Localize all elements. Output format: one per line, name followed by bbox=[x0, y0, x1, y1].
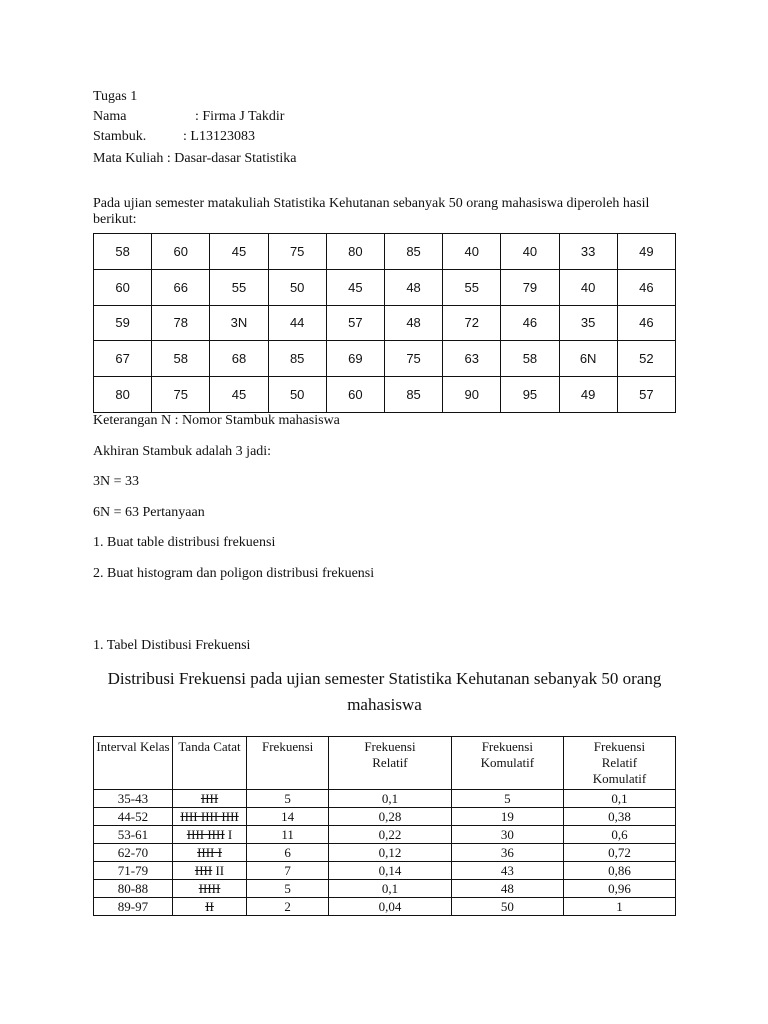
score-cell: 69 bbox=[326, 341, 384, 377]
score-cell: 60 bbox=[326, 377, 384, 413]
frequency-row bbox=[94, 898, 676, 916]
score-cell: 50 bbox=[268, 269, 326, 305]
header-tanda-catat: Tanda Catat bbox=[172, 737, 246, 790]
header-interval: Interval Kelas bbox=[94, 737, 173, 790]
tally-cell bbox=[172, 844, 246, 862]
score-cell: 45 bbox=[210, 234, 268, 270]
stambuk-line bbox=[93, 127, 255, 147]
cumulative-frequency-cell: 48 bbox=[451, 880, 563, 898]
nama-label: Nama bbox=[93, 109, 127, 124]
relative-frequency-cell: 0,12 bbox=[329, 844, 452, 862]
relative-frequency-cell: 0,22 bbox=[329, 826, 452, 844]
interval-cell: 62-70 bbox=[94, 844, 173, 862]
value-6n: 6N = 63 Pertanyaan bbox=[93, 505, 205, 520]
score-cell: 85 bbox=[384, 377, 442, 413]
scores-row bbox=[94, 305, 676, 341]
score-cell: 60 bbox=[94, 269, 152, 305]
score-cell: 60 bbox=[152, 234, 210, 270]
score-cell: 66 bbox=[152, 269, 210, 305]
score-cell: 46 bbox=[617, 269, 675, 305]
scores-row bbox=[94, 234, 676, 270]
score-cell: 68 bbox=[210, 341, 268, 377]
question-2: 2. Buat histogram dan poligon distribusi frekuensi bbox=[93, 566, 375, 581]
header-frekuensi-relatif: Frekuensi Relatif bbox=[329, 737, 452, 790]
cumulative-frequency-cell: 19 bbox=[451, 808, 563, 826]
interval-cell: 80-88 bbox=[94, 880, 173, 898]
akhiran-text: Akhiran Stambuk adalah 3 jadi: bbox=[93, 444, 272, 459]
relative-cumulative-cell: 0,1 bbox=[563, 790, 675, 808]
interval-cell: 53-61 bbox=[94, 826, 173, 844]
tally-extra: II bbox=[212, 862, 225, 878]
frequency-row bbox=[94, 808, 676, 826]
intro-paragraph: Pada ujian semester matakuliah Statistika Kehutanan sebanyak 50 orang mahasiswa diperoleh hasil berikut: bbox=[93, 196, 650, 227]
header-frekuensi-komulatif: Frekuensi Komulatif bbox=[451, 737, 563, 790]
frequency-cell: 7 bbox=[247, 862, 329, 880]
relative-cumulative-cell: 0,96 bbox=[563, 880, 675, 898]
scores-row bbox=[94, 377, 676, 413]
score-cell: 95 bbox=[501, 377, 559, 413]
score-cell: 57 bbox=[326, 305, 384, 341]
score-cell: 45 bbox=[210, 377, 268, 413]
score-cell: 52 bbox=[617, 341, 675, 377]
header-frekuensi-relatif-komulatif: Frekuensi Relatif Komulatif bbox=[563, 737, 675, 790]
score-cell: 75 bbox=[152, 377, 210, 413]
question-1: 1. Buat table distribusi frekuensi bbox=[93, 535, 276, 550]
stambuk-label: Stambuk. bbox=[93, 129, 147, 144]
score-cell: 80 bbox=[326, 234, 384, 270]
nama-line bbox=[93, 107, 284, 127]
score-cell: 33 bbox=[559, 234, 617, 270]
tally-cell bbox=[172, 790, 246, 808]
score-cell: 80 bbox=[94, 377, 152, 413]
nama-value: : Firma J Takdir bbox=[195, 109, 285, 124]
value-3n: 3N = 33 bbox=[93, 474, 140, 489]
score-cell: 55 bbox=[443, 269, 501, 305]
frequency-cell: 2 bbox=[247, 898, 329, 916]
stambuk-value: : L13123083 bbox=[183, 129, 255, 144]
score-cell: 49 bbox=[617, 234, 675, 270]
score-cell: 40 bbox=[501, 234, 559, 270]
score-cell: 50 bbox=[268, 377, 326, 413]
cumulative-frequency-cell: 36 bbox=[451, 844, 563, 862]
score-cell: 3N bbox=[210, 305, 268, 341]
score-cell: 46 bbox=[501, 305, 559, 341]
frequency-row bbox=[94, 880, 676, 898]
interval-cell: 89-97 bbox=[94, 898, 173, 916]
relative-cumulative-cell: 0,86 bbox=[563, 862, 675, 880]
relative-frequency-cell: 0,1 bbox=[329, 790, 452, 808]
relative-frequency-cell: 0,28 bbox=[329, 808, 452, 826]
score-cell: 85 bbox=[268, 341, 326, 377]
score-cell: 75 bbox=[384, 341, 442, 377]
relative-cumulative-cell: 0,6 bbox=[563, 826, 675, 844]
tally-cell bbox=[172, 898, 246, 916]
keterangan: Keterangan N : Nomor Stambuk mahasiswa bbox=[93, 413, 340, 428]
score-cell: 35 bbox=[559, 305, 617, 341]
score-cell: 57 bbox=[617, 377, 675, 413]
score-cell: 58 bbox=[94, 234, 152, 270]
score-cell: 44 bbox=[268, 305, 326, 341]
score-cell: 40 bbox=[559, 269, 617, 305]
tally-marks: II bbox=[205, 898, 214, 914]
score-cell: 72 bbox=[443, 305, 501, 341]
tally-cell bbox=[172, 880, 246, 898]
mata-kuliah: Mata Kuliah : Dasar-dasar Statistika bbox=[93, 151, 297, 166]
score-cell: 6N bbox=[559, 341, 617, 377]
frequency-row bbox=[94, 826, 676, 844]
frequency-table bbox=[93, 736, 676, 916]
frequency-row bbox=[94, 790, 676, 808]
relative-frequency-cell: 0,04 bbox=[329, 898, 452, 916]
tally-marks: IIII bbox=[194, 862, 213, 878]
relative-cumulative-cell: 0,38 bbox=[563, 808, 675, 826]
scores-table bbox=[93, 233, 676, 413]
relative-frequency-cell: 0,1 bbox=[329, 880, 452, 898]
score-cell: 46 bbox=[617, 305, 675, 341]
cumulative-frequency-cell: 5 bbox=[451, 790, 563, 808]
interval-cell: 71-79 bbox=[94, 862, 173, 880]
score-cell: 40 bbox=[443, 234, 501, 270]
frequency-cell: 14 bbox=[247, 808, 329, 826]
score-cell: 79 bbox=[501, 269, 559, 305]
score-cell: 59 bbox=[94, 305, 152, 341]
tally-cell bbox=[172, 826, 246, 844]
score-cell: 85 bbox=[384, 234, 442, 270]
interval-cell: 35-43 bbox=[94, 790, 173, 808]
tally-extra: I bbox=[224, 826, 233, 842]
cumulative-frequency-cell: 30 bbox=[451, 826, 563, 844]
score-cell: 48 bbox=[384, 269, 442, 305]
frequency-cell: 5 bbox=[247, 790, 329, 808]
interval-cell: 44-52 bbox=[94, 808, 173, 826]
frequency-cell: 6 bbox=[247, 844, 329, 862]
score-cell: 67 bbox=[94, 341, 152, 377]
scores-row bbox=[94, 269, 676, 305]
score-cell: 48 bbox=[384, 305, 442, 341]
tally-marks: IIII bbox=[200, 790, 219, 806]
scores-row bbox=[94, 341, 676, 377]
frequency-cell: 11 bbox=[247, 826, 329, 844]
score-cell: 78 bbox=[152, 305, 210, 341]
tally-marks: IIII IIII IIII bbox=[180, 808, 239, 824]
tally-marks: IIII I bbox=[197, 844, 222, 860]
score-cell: 45 bbox=[326, 269, 384, 305]
tally-cell bbox=[172, 862, 246, 880]
relative-cumulative-cell: 1 bbox=[563, 898, 675, 916]
score-cell: 75 bbox=[268, 234, 326, 270]
frequency-cell: 5 bbox=[247, 880, 329, 898]
score-cell: 55 bbox=[210, 269, 268, 305]
frequency-table-title: Distribusi Frekuensi pada ujian semester Statistika Kehutanan sebanyak 50 orang mahasiswa bbox=[107, 669, 662, 714]
relative-cumulative-cell: 0,72 bbox=[563, 844, 675, 862]
cumulative-frequency-cell: 43 bbox=[451, 862, 563, 880]
tally-marks: IIII IIII bbox=[186, 826, 225, 842]
tally-cell bbox=[172, 808, 246, 826]
score-cell: 63 bbox=[443, 341, 501, 377]
frequency-row bbox=[94, 862, 676, 880]
score-cell: 49 bbox=[559, 377, 617, 413]
frequency-header-row bbox=[94, 737, 676, 790]
frequency-row bbox=[94, 844, 676, 862]
score-cell: 58 bbox=[152, 341, 210, 377]
cumulative-frequency-cell: 50 bbox=[451, 898, 563, 916]
section-heading: 1. Tabel Distibusi Frekuensi bbox=[93, 638, 251, 653]
score-cell: 90 bbox=[443, 377, 501, 413]
tally-marks: IIIII bbox=[198, 880, 221, 896]
header-frekuensi: Frekuensi bbox=[247, 737, 329, 790]
score-cell: 58 bbox=[501, 341, 559, 377]
relative-frequency-cell: 0,14 bbox=[329, 862, 452, 880]
document-title: Tugas 1 bbox=[93, 89, 138, 104]
